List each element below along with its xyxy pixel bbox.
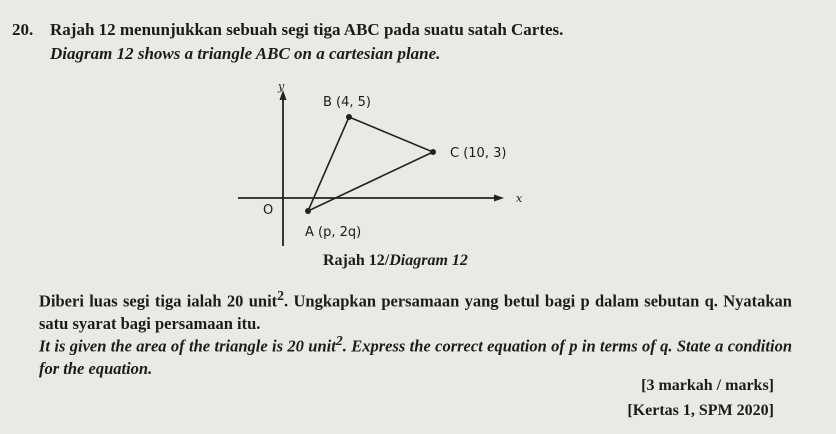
- question-number: 20.: [12, 20, 34, 39]
- point-b: [346, 114, 352, 120]
- given-english-part2: . Express the correct equation of p in terms of q. State a condition for the equation.: [39, 336, 792, 378]
- point-c: [430, 149, 436, 155]
- y-axis-label: y: [278, 80, 285, 93]
- point-b-label: B (4, 5): [323, 95, 372, 110]
- point-a: [305, 208, 311, 214]
- question-text-english: Diagram 12 shows a triangle ABC on a cartesian plane.: [50, 44, 441, 63]
- given-english-part1: It is given the area of the triangle is 20 unit: [39, 336, 336, 356]
- marks-label: [3 markah / marks]: [641, 377, 774, 394]
- point-c-label: C (10, 3): [450, 146, 507, 161]
- given-malay-part1: Diberi luas segi tiga ialah 20 unit: [39, 291, 278, 311]
- caption-english: Diagram 12: [389, 252, 468, 269]
- diagram-caption: [323, 252, 468, 270]
- given-text-malay: [39, 285, 792, 335]
- triangle-abc: [308, 117, 433, 211]
- x-axis-arrow: [494, 195, 504, 202]
- unit-superscript: 2: [277, 288, 285, 303]
- point-a-label: A (p, 2q): [305, 225, 362, 240]
- caption-malay: Rajah 12/: [323, 252, 390, 269]
- given-malay-part2: . Ungkapkan persamaan yang betul bagi p dalam sebutan q. Nyatakan satu syarat bagi persamaan itu.: [39, 291, 792, 333]
- source-label: [Kertas 1, SPM 2020]: [627, 402, 774, 419]
- origin-label: O: [263, 203, 274, 218]
- unit-superscript-en: 2: [335, 333, 343, 348]
- given-text-english: [39, 330, 792, 380]
- question-text-malay: Rajah 12 menunjukkan sebuah segi tiga ABC pada suatu satah Cartes.: [50, 20, 564, 39]
- cartesian-diagram: [238, 74, 538, 254]
- x-axis-label: x: [516, 192, 523, 205]
